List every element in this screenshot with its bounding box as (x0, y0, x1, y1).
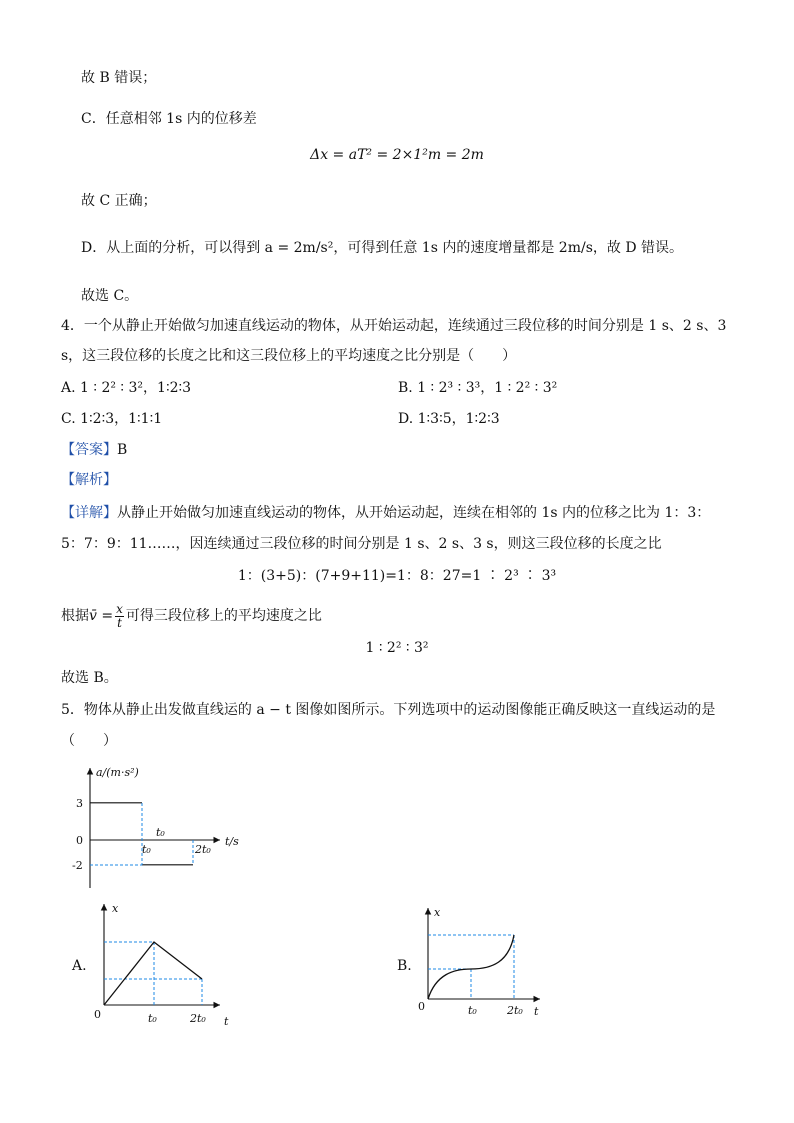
two-t0-label: 2t₀ (190, 1012, 206, 1025)
x-axis-label: t (534, 1005, 539, 1018)
origin-label: 0 (94, 1008, 101, 1021)
q5-stem-line2: （ ） (61, 733, 117, 749)
y-axis-label: x (112, 902, 119, 915)
q4-analysis-tag (61, 470, 117, 490)
t0-label: t₀ (468, 1004, 477, 1017)
q4-detail-line2: 5：7：9：11……，因连续通过三段位移的时间分别是 1 s、2 s、3 s，则这三段位移的长度之比 (61, 536, 662, 552)
q4-option-b: B. 1 ∶ 2³ ∶ 3³，1 ∶ 2² ∶ 3² (398, 380, 558, 396)
q5-option-a-graph (90, 898, 250, 1026)
answer-tag: 【答案】 (61, 442, 117, 458)
tick-3: 3 (76, 797, 83, 810)
q3-c-formula: Δx = aT² = 2×1²m = 2m (310, 147, 484, 163)
t0-label: t₀ (148, 1012, 157, 1025)
t0-label-above: t₀ (156, 826, 165, 839)
tick-0: 0 (76, 834, 83, 847)
q3-b-wrong: 故 B 错误； (81, 70, 157, 86)
q4-option-c: C. 1∶2∶3，1∶1∶1 (61, 411, 163, 427)
tick-neg2: -2 (72, 859, 83, 872)
q4-choose: 故选 B。 (61, 670, 118, 686)
q5-a-t-graph (60, 760, 280, 895)
analysis-tag: 【解析】 (61, 472, 117, 488)
q3-c-title: C．任意相邻 1s 内的位移差 (81, 111, 257, 127)
x-t-curve (104, 942, 202, 1005)
q4-answer (61, 440, 127, 460)
q4-option-d: D. 1∶3∶5，1∶2∶3 (398, 411, 500, 427)
q4-option-a: A. 1 ∶ 2² ∶ 3²，1∶2∶3 (61, 380, 192, 396)
q4-detail-line1: 【详解】从静止开始做匀加速直线运动的物体，从开始运动起，连续在相邻的 1s 内的位移之比为 1：3： (61, 505, 711, 521)
y-axis-label: x (434, 906, 441, 919)
detail-tag: 【详解】 (61, 505, 117, 521)
x-axis-label: t/s (225, 835, 239, 848)
q3-choose: 故选 C。 (81, 288, 139, 304)
answer-value: B (117, 442, 128, 458)
q4-velocity-ratio: 1 ∶ 2² ∶ 3² (365, 640, 429, 656)
x-axis-label: t (224, 1015, 229, 1028)
origin-label: 0 (418, 1000, 425, 1013)
fraction-x-over-t: $\frac{x}{t}$ (116, 601, 123, 630)
two-t0-label: 2t₀ (195, 843, 211, 856)
two-t0-label: 2t₀ (507, 1004, 523, 1017)
q4-stem-line1: 4．一个从静止开始做匀加速直线运动的物体，从开始运动起，连续通过三段位移的时间分别是 1 s、2 s、3 (61, 318, 727, 334)
t0-label-below: t₀ (142, 843, 151, 856)
q4-stem-line2: s，这三段位移的长度之比和这三段位移上的平均速度之比分别是（ ） (61, 348, 517, 364)
q5-stem-line1: 5．物体从静止出发做直线运的 a − t 图像如图所示。下列选项中的运动图像能正确反映这一直线运动的是 (61, 702, 716, 718)
q3-c-correct: 故 C 正确； (81, 193, 157, 209)
q4-ratio-formula: 1：(3+5)：(7+9+11)=1：8：27=1 ∶ 2³ ∶ 3³ (237, 568, 557, 584)
q5-option-a-label: A. (72, 958, 87, 974)
q5-option-b-graph (414, 902, 554, 1022)
q5-option-b-label: B. (397, 958, 412, 974)
q4-basis-line: 根据v̄ = $\frac{x}{t}$ 可得三段位移上的平均速度之比 (61, 601, 322, 630)
y-axis-label: a/(m·s²) (96, 766, 139, 779)
q3-d-text: D．从上面的分析，可以得到 a = 2m/s²，可得到任意 1s 内的速度增量都是 2m/s，故 D 错误。 (81, 240, 683, 256)
